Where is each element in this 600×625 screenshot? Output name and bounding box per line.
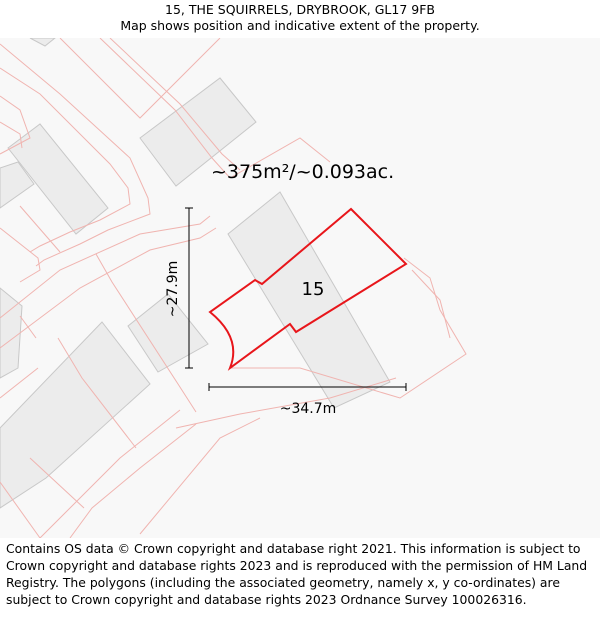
building xyxy=(0,322,150,508)
map-header xyxy=(0,0,600,38)
map-canvas xyxy=(0,38,600,538)
copyright-notice: Contains OS data © Crown copyright and database right 2021. This information is subject to Crown copyright and database rights 2023 and is reproduced with the permission of HM Land Registry. The polygons (including the associated geometry, namely x, y co-ordinates) are subject to Crown copyright and database rights 2023 Ordnance Survey 100026316. xyxy=(6,541,588,607)
height-label: ~27.9m xyxy=(165,260,181,318)
building xyxy=(0,288,22,378)
width-label: ~34.7m xyxy=(279,401,337,417)
building xyxy=(30,38,55,46)
building-footprints xyxy=(0,38,390,508)
map-subtitle: Map shows position and indicative extent of the property. xyxy=(120,18,480,33)
property-map[interactable] xyxy=(0,38,600,538)
plot-number-label: 15 xyxy=(301,279,325,300)
area-label: ~375m²/~0.093ac. xyxy=(211,161,395,183)
property-address-title: 15, THE SQUIRRELS, DRYBROOK, GL17 9FB xyxy=(165,2,435,17)
